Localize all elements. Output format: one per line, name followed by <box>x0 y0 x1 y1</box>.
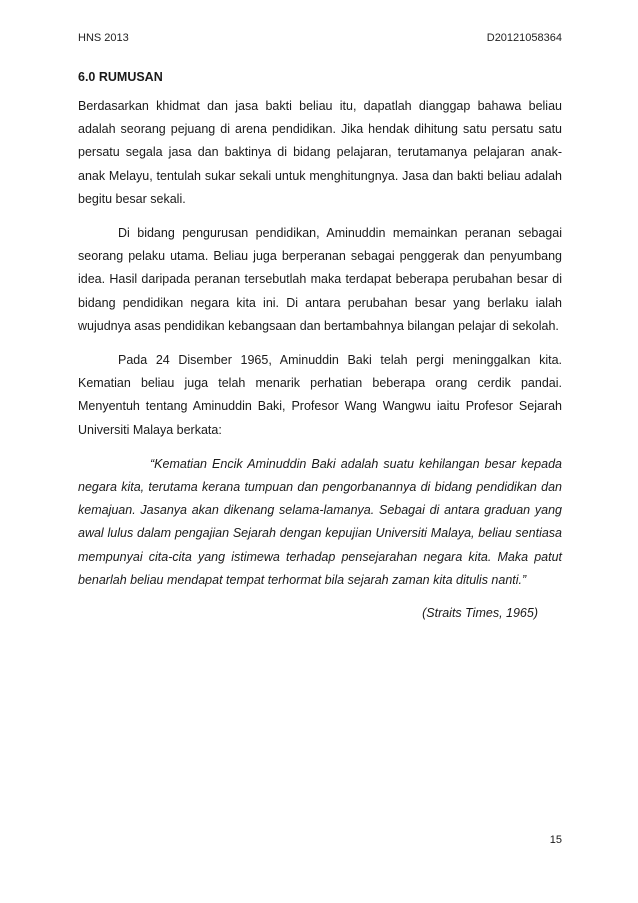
paragraph-3: Pada 24 Disember 1965, Aminuddin Baki telah pergi meninggalkan kita. Kematian beliau juga telah menarik perhatian beberapa orang cerdik pandai. Menyentuh tentang Aminuddin Baki, Profesor Wang Wangwu iaitu Profesor Sejarah Universiti Malaya berkata: <box>78 353 562 437</box>
body-content <box>78 95 562 625</box>
header-student-id: D20121058364 <box>486 32 562 44</box>
section-title: 6.0 RUMUSAN <box>78 70 163 84</box>
paragraph-1: Berdasarkan khidmat dan jasa bakti beliau itu, dapatlah dianggap bahawa beliau adalah seorang pejuang di arena pendidikan. Jika hendak dihitung satu persatu satu persatu segala jasa dan baktinya di bidang pelajaran, terutamanya pelajaran anak-anak Melayu, tentulah sukar sekali untuk menghitungnya. Jasa dan bakti beliau adalah begitu besar sekali. <box>78 99 562 206</box>
page-number: 15 <box>549 834 562 846</box>
quote-citation: (Straits Times, 1965) <box>422 606 538 621</box>
paragraph-2: Di bidang pengurusan pendidikan, Aminuddin memainkan peranan sebagai seorang pelaku utama. Beliau juga berperanan sebagai penggerak dan penyumbang idea. Hasil daripada peranan tersebutlah maka terdapat beberapa perubahan besar di bidang pendidikan negara kita ini. Di antara perubahan besar yang berlaku ialah wujudnya asas pendidikan kebangsaan dan bertambahnya bilangan pelajar di sekolah. <box>78 226 562 333</box>
header-course-code: HNS 2013 <box>78 32 129 44</box>
block-quote: “Kematian Encik Aminuddin Baki adalah suatu kehilangan besar kepada negara kita, terutama kerana tumpuan dan pengorbanannya di bidang pendidikan dan kemajuan. Jasanya akan dikenang selama-lamanya. Sebagai di antara graduan yang awal lulus dalam pengajian Sejarah dengan kepujian Universiti Malaya, beliau sentiasa mempunyai cita-cita yang istimewa terhadap pensejarahan negara kita. Maka patut benarlah beliau mendapat tempat terhormat bila sejarah zaman kita ditulis nanti.” <box>78 456 562 587</box>
page-header <box>78 32 562 44</box>
